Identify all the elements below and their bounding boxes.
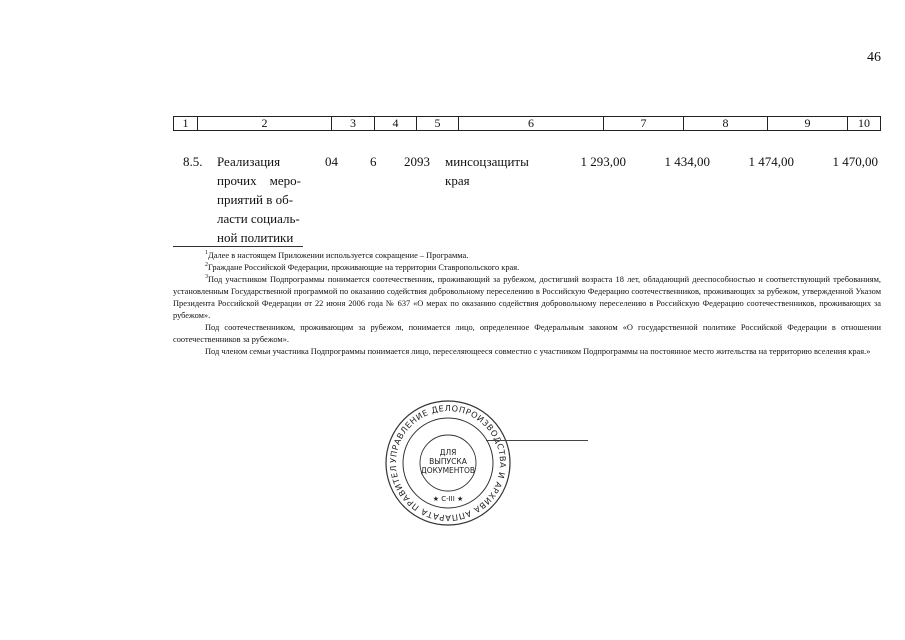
footnote-paragraph: Под членом семьи участника Подпрограммы понимается лицо, переселяющееся совместно с участником Подпрограммы на постоянное место жительства на территорию вселения края.»	[205, 347, 871, 356]
header-cell-5: 5	[417, 117, 459, 130]
header-cell-3: 3	[332, 117, 375, 130]
row-number: 8.5.	[183, 154, 203, 169]
row-col5: 2093	[404, 154, 430, 169]
row-responsible	[445, 152, 529, 190]
footnote-text: Далее в настоящем Приложении используется сокращение – Программа.	[208, 251, 469, 260]
row-value-7: 1 293,00	[580, 154, 626, 169]
footnote-3	[173, 274, 881, 322]
footnote-paragraph: Под соотечественником, проживающим за рубежом, понимается лицо, определенное Федеральным законом «О государственной политике Российской Федерации в отношении соотечественников за рубежом».	[173, 323, 881, 344]
row-responsible-line: минсоцзащиты	[445, 154, 529, 169]
table-header-row	[173, 116, 881, 131]
row-value-8: 1 434,00	[664, 154, 710, 169]
footnote-text: Граждане Российской Федерации, проживающие на территории Ставропольского края.	[208, 263, 520, 272]
header-cell-8: 8	[684, 117, 768, 130]
svg-text:ДОКУМЕНТОВ: ДОКУМЕНТОВ	[420, 466, 476, 475]
row-value-10: 1 470,00	[832, 154, 878, 169]
header-cell-9: 9	[768, 117, 848, 130]
svg-text:★ С-III ★: ★ С-III ★	[432, 495, 464, 503]
header-cell-7: 7	[604, 117, 684, 130]
footnotes	[173, 250, 881, 358]
signature-line	[486, 440, 588, 441]
footnote-1	[173, 250, 881, 262]
row-col4: 6	[370, 154, 377, 169]
row-responsible-line: края	[445, 173, 470, 188]
footnote-mark: 1	[205, 250, 208, 257]
footnote-separator	[173, 246, 303, 247]
footnote-mark: 2	[205, 262, 208, 269]
row-name-line: Реализация	[217, 154, 281, 169]
official-stamp	[383, 398, 513, 528]
row-value-9: 1 474,00	[748, 154, 794, 169]
row-col3: 04	[325, 154, 338, 169]
footnote-mark: 3	[205, 274, 208, 281]
row-name-line: прочих меро-	[217, 173, 301, 188]
header-cell-2: 2	[198, 117, 332, 130]
row-name-line: ласти социаль-	[217, 211, 300, 226]
row-name-line: приятий в об-	[217, 192, 294, 207]
svg-text:УПРАВЛЕНИЕ ДЕЛОПРОИЗВОДСТВА И: УПРАВЛЕНИЕ ДЕЛОПРОИЗВОДСТВА И АРХИВА АППАРАТА ПРАВИТЕЛ	[387, 402, 509, 524]
header-cell-6: 6	[459, 117, 604, 130]
svg-text:ДЛЯ: ДЛЯ	[439, 448, 457, 457]
header-cell-1: 1	[174, 117, 198, 130]
row-name	[217, 152, 305, 247]
stamp-seal	[383, 398, 513, 528]
header-cell-10: 10	[858, 116, 870, 130]
page-number: 46	[867, 50, 881, 65]
footnote-2	[173, 262, 881, 274]
svg-text:ВЫПУСКА: ВЫПУСКА	[429, 457, 467, 466]
row-name-line: ной политики	[217, 230, 294, 245]
header-cell-4: 4	[375, 117, 417, 130]
footnote-text: Под участником Подпрограммы понимается соотечественник, проживающий за рубежом, достигший возраста 18 лет, обладающий дееспособностью и соответствующий требованиям, установленным Государственной программой по оказанию содействия добровольному переселению в Российскую Федерацию соотечественников, проживающих за рубежом, утвержденной Указом Президента Российской Федерации от 22 июня 2006 года № 637 «О мерах по оказанию содействия добровольному переселению в Российскую Федерацию соотечественников, проживающих за рубежом».	[173, 275, 881, 320]
